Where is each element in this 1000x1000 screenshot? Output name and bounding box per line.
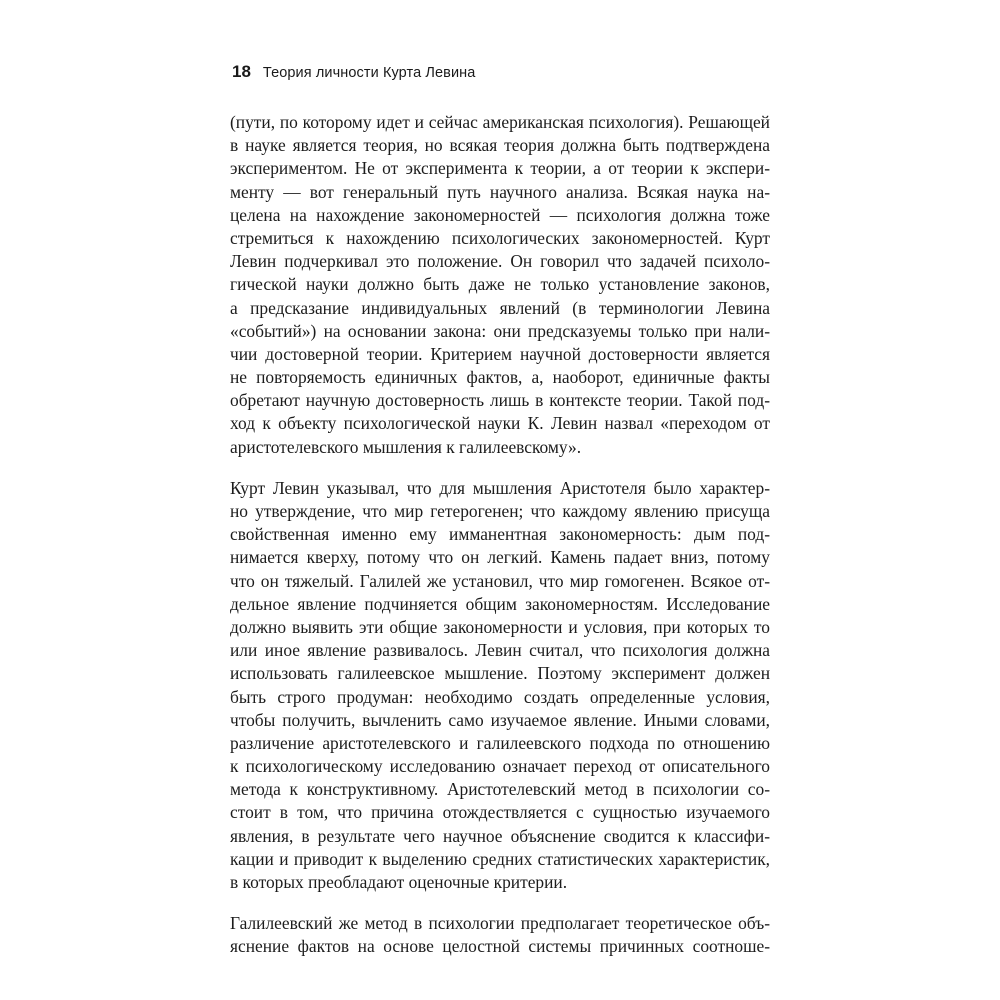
text-line: Галилеевский же метод в психологии предполагает теоретическое объ- [230,913,770,934]
text-line: обретают научную достоверность лишь в контексте теории. Такой под- [230,390,770,411]
page-number: 18 [232,62,251,81]
text-line: целена на нахождение закономерностей — психология должна тоже [230,204,770,225]
running-title: Теория личности Курта Левина [262,65,476,81]
text-line: использовать галилеевское мышление. Поэтому эксперимент должен [230,663,770,684]
text-line: но утверждение, что мир гетерогенен; что каждому явлению присуща [230,501,770,521]
text-line: что он тяжелый. Галилей же установил, что мир гомогенен. Всякое от- [230,570,770,591]
text-line: а предсказание индивидуальных явлений (в терминологии Левина [230,297,770,318]
text-line: чтобы получить, вычленить само изучаемое явление. Иными словами, [230,709,770,730]
text-line: ход к объекту психологической науки К. Левин назвал «переходом от [230,413,770,434]
text-line: должно выявить эти общие закономерности и условия, при которых то [230,616,770,637]
text-line: стремиться к нахождению психологических закономерностей. Курт [230,227,770,248]
text-line: дельное явление подчиняется общим закономерностям. Исследование [230,593,770,614]
text-line: яснение фактов на основе целостной системы причинных соотноше- [230,936,770,957]
body-text [230,111,770,977]
text-line: Левин подчеркивал это положение. Он говорил что задачей психоло- [230,251,770,272]
text-line: «событий») на основании закона: они предсказуемы только при нали- [230,320,770,341]
text-line: метода к конструктивному. Аристотелевский метод в психологии со- [230,779,770,800]
running-head [232,62,475,86]
text-line: нимается кверху, потому что он легкий. Камень падает вниз, потому [230,547,770,568]
text-line: различение аристотелевского и галилеевского подхода по отношению [230,732,770,753]
paragraph-1 [230,111,770,459]
text-line: Курт Левин указывал, что для мышления Аристотеля было характер- [230,477,770,498]
paragraph-3 [230,912,770,958]
text-line: стоит в том, что причина отождествляется с сущностью изучаемого [230,802,770,823]
text-line: в которых преобладают оценочные критерии. [230,872,568,892]
text-line: менту — вот генеральный путь научного анализа. Всякая наука на- [230,181,770,202]
text-line: не повторяемость единичных фактов, а, наоборот, единичные факты [230,367,770,388]
text-line: экспериментом. Не от эксперимента к теории, а от теории к экспери- [230,158,770,179]
paragraph-2 [230,477,770,894]
text-line: к психологическому исследованию означает переход от описательного [230,756,770,777]
text-line: быть строго продуман: необходимо создать определенные условия, [230,686,770,707]
text-line: чии достоверной теории. Критерием научной достоверности является [230,343,770,364]
text-line: гической науки должно быть даже не только установление законов, [230,274,770,295]
text-line: (пути, по которому идет и сейчас американская психология). Решающей [230,112,770,132]
text-line: свойственная именно ему имманентная закономерность: дым под- [230,524,770,545]
text-line: явления, в результате чего научное объяснение сводится к классифи- [230,825,770,846]
text-line: в науке является теория, но всякая теория должна быть подтверждена [230,135,770,156]
text-line: аристотелевского мышления к галилеевскому». [230,436,582,457]
text-line: кации и приводит к выделению средних статистических характеристик, [230,848,770,869]
text-line: или иное явление развивалось. Левин считал, что психология должна [230,640,770,661]
